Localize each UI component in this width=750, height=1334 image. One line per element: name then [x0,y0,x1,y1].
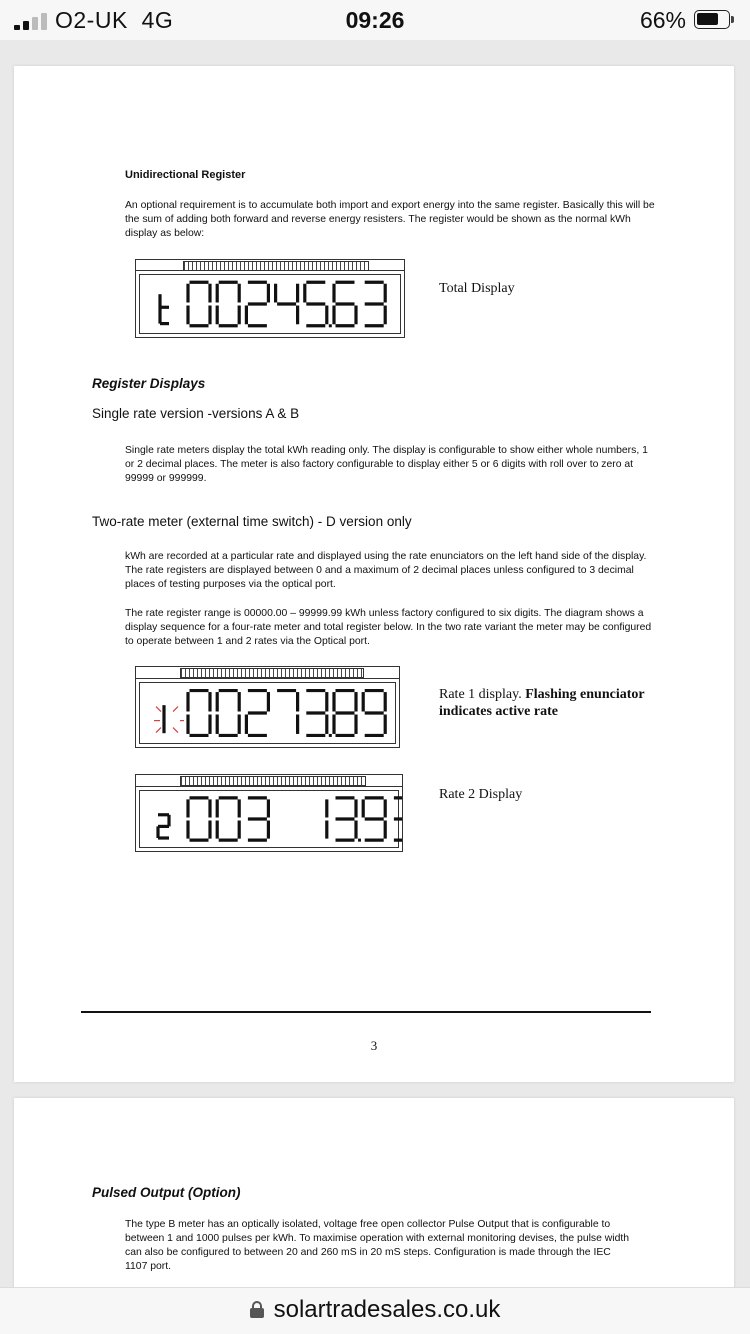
lcd-digit [336,798,362,842]
lcd-digit [365,282,386,326]
carrier-label: O2-UK 4G [55,7,174,33]
url-display[interactable] [0,1296,750,1324]
unidirectional-heading: Unidirectional Register [125,169,246,181]
lcd-digit [217,691,239,736]
lcd-digit [306,691,332,737]
lcd-digit [394,798,402,840]
single-rate-subtitle: Single rate version -versions A & B [92,406,300,421]
unidirectional-body: An optional requirement is to accumulate both import and export energy into the same register. Basically this will be the sum of adding both forward and reverse energy resisters. The register would be shown as the normal kWh display as below: [125,200,655,239]
two-rate-subtitle: Two-rate meter (external time switch) - D version only [92,514,412,529]
status-bar [0,0,750,40]
single-rate-body: Single rate meters display the total kWh reading only. The display is configurable to show either whole numbers, 1 or 2 decimal places. The meter is also factory configurable to display either 5 or 6 digits with roll over to zero at 99999 or 999999. [125,445,648,484]
rate-enunciator [160,294,169,323]
lcd-digit [246,282,268,326]
two-rate-body-1: kWh are recorded at a particular rate and displayed using the rate enunciators on the left hand side of the display. The rate registers are displayed between 0 and a maximum of 2 decimal places unless configured to 3 decimal places of testing purposes via the optical port. [125,551,647,590]
rate1-caption-plain: Rate 1 display. [439,687,526,702]
lcd-digit [188,798,210,840]
battery-icon [694,10,734,29]
lcd-digit [248,798,269,840]
status-time: 09:26 [345,7,405,33]
pulsed-output-body: The type B meter has an optically isolated, voltage free open collector Pulse Output that is configurable to between 1 and 1000 pulses per kWh. To maximise operation with external monitoring devises, the pulse width can also be configured to between 20 and 260 mS in 20 mS steps. Configuration is made through the IEC 1107 port. [125,1219,630,1272]
rate1-display-caption [439,686,699,720]
rate1-caption-bold-2: indicates active rate [439,704,558,719]
document-page-3 [14,66,734,1082]
rate-enunciator [158,815,169,838]
register-displays-title: Register Displays [92,376,206,391]
lcd-digit [188,691,210,736]
lock-icon [250,1301,264,1318]
lcd-digit [363,691,385,736]
lcd-digit [217,282,239,326]
rate1-display-lcd [135,666,400,748]
document-page-4 [14,1098,734,1298]
lcd-digit [334,282,356,326]
page-number: 3 [370,1038,378,1053]
lcd-digit [217,798,239,840]
lcd-digit [246,691,268,736]
browser-url-bar[interactable] [0,1287,750,1334]
pulsed-output-title: Pulsed Output (Option) [92,1185,241,1200]
rate2-display-caption: Rate 2 Display [439,787,523,802]
rate1-caption-bold-1: Flashing enunciator [525,687,645,702]
lcd-digit [363,798,385,840]
total-display-lcd [135,259,405,337]
battery-percent: 66% [639,7,686,33]
rate2-display-digits [136,787,402,851]
page-footer-rule [81,1011,651,1013]
total-display-digits [136,271,404,337]
total-display-caption: Total Display [439,281,515,296]
two-rate-body-2: The rate register range is 00000.00 – 99999.99 kWh unless factory configured to six digits. The diagram shows a display sequence for a four-rate meter and total register below. In the two rate variant the meter may be configured to operate between 1 and 2 rates via the Optical port. [125,608,652,647]
rate1-display-digits [136,679,399,747]
lcd-digit [276,284,298,325]
url-domain: solartradesales.co.uk [273,1296,501,1323]
rate2-display-lcd [135,774,403,852]
lcd-digit [334,691,356,736]
lcd-digit [305,282,332,327]
lcd-digit [188,282,210,326]
rate-enunciator [154,705,184,733]
lcd-digit [277,691,298,734]
